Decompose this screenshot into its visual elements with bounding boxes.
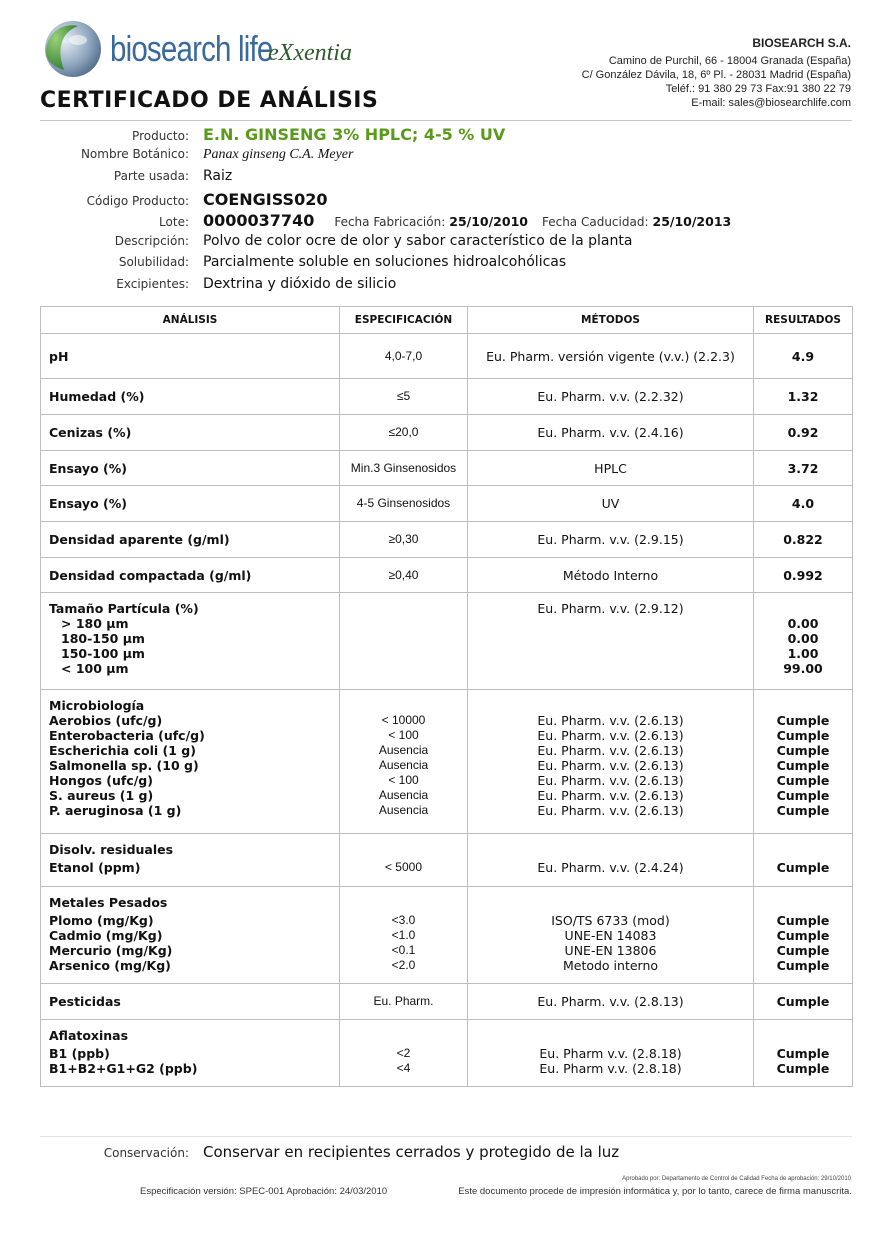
result: 0.822 xyxy=(754,522,853,558)
footer-divider xyxy=(40,1136,852,1137)
method: Eu. Pharm. v.v. (2.6.13) xyxy=(537,788,684,803)
method: Eu. Pharm. v.v. (2.6.13) xyxy=(537,743,684,758)
method: Eu. Pharm. v.v. (2.4.24) xyxy=(537,860,684,875)
method: Eu. Pharm. v.v. (2.6.13) xyxy=(537,728,684,743)
analysis-group xyxy=(41,887,340,984)
analysis-name: Densidad compactada (g/ml) xyxy=(41,558,340,593)
method-group xyxy=(468,1020,754,1087)
result: 0.00 xyxy=(787,616,819,631)
sub-item-label: Aerobios (ufc/g) xyxy=(49,713,163,728)
specification: <1.0 xyxy=(391,928,416,942)
header-divider xyxy=(40,120,852,121)
specification: Ausencia xyxy=(378,743,429,757)
result-group xyxy=(754,690,853,834)
method: UNE-EN 13806 xyxy=(564,943,657,958)
result: 4.0 xyxy=(754,486,853,522)
company-address-block xyxy=(582,36,851,110)
specification: ≤20,0 xyxy=(340,415,468,451)
method: Método Interno xyxy=(468,558,754,593)
info-label: Código Producto: xyxy=(86,193,189,208)
analysis-group xyxy=(41,834,340,887)
lot-number: 0000037740 xyxy=(203,211,315,230)
result: Cumple xyxy=(754,984,853,1020)
group-heading: Aflatoxinas xyxy=(49,1028,129,1043)
specification: ≥0,40 xyxy=(340,558,468,593)
group-heading: Tamaño Partícula (%) xyxy=(49,601,199,616)
method: HPLC xyxy=(468,451,754,486)
sub-item-label: Cadmio (mg/Kg) xyxy=(49,928,163,943)
specification: ≥0,30 xyxy=(340,522,468,558)
sub-item-label: Etanol (ppm) xyxy=(49,860,141,875)
sub-item-label: P. aeruginosa (1 g) xyxy=(49,803,182,818)
table-header-row xyxy=(41,307,853,334)
disclaimer: Este documento procede de impresión informática y, por lo tanto, carece de firma manuscrita. xyxy=(458,1186,852,1197)
group-heading: Disolv. residuales xyxy=(49,842,174,857)
method: Eu. Pharm. v.v. (2.9.15) xyxy=(468,522,754,558)
method: Eu. Pharm. v.v. (2.9.12) xyxy=(468,593,754,690)
result: Cumple xyxy=(776,860,830,875)
table-row xyxy=(41,984,853,1020)
result: Cumple xyxy=(776,1046,830,1061)
analysis-table xyxy=(40,306,853,1087)
table-row-heavy-metals xyxy=(41,887,853,984)
table-row xyxy=(41,558,853,593)
specification: Ausencia xyxy=(378,758,429,772)
result: 4.9 xyxy=(754,334,853,379)
column-header: ANÁLISIS xyxy=(41,307,340,334)
result: Cumple xyxy=(776,758,830,773)
info-label: Lote: xyxy=(159,215,189,229)
info-row-solubilidad xyxy=(40,254,852,276)
result: Cumple xyxy=(776,803,830,818)
result: Cumple xyxy=(776,913,830,928)
specification-group xyxy=(340,887,468,984)
address-line: C/ González Dávila, 18, 6º Pl. - 28031 Madrid (España) xyxy=(581,69,851,81)
table-row xyxy=(41,379,853,415)
result: Cumple xyxy=(776,743,830,758)
sub-item-label: Plomo (mg/Kg) xyxy=(49,913,154,928)
sub-item-label: B1+B2+G1+G2 (ppb) xyxy=(49,1061,198,1076)
sub-item-label: Mercurio (mg/Kg) xyxy=(49,943,173,958)
method: Eu. Pharm. v.v. (2.6.13) xyxy=(537,713,684,728)
table-row-residual-solvents xyxy=(41,834,853,887)
info-label: Parte usada: xyxy=(113,169,189,183)
info-row-parte xyxy=(40,168,852,190)
specification: <2.0 xyxy=(391,958,416,972)
column-header: MÉTODOS xyxy=(468,307,754,334)
analysis-name: Cenizas (%) xyxy=(41,415,340,451)
sub-item-label: S. aureus (1 g) xyxy=(49,788,154,803)
method: Eu. Pharm. v.v. (2.6.13) xyxy=(537,803,684,818)
result: Cumple xyxy=(776,788,830,803)
result: 0.992 xyxy=(754,558,853,593)
fab-date-label: Fecha Fabricación: xyxy=(334,215,446,229)
sub-item-label: Enterobacteria (ufc/g) xyxy=(49,728,205,743)
result: Cumple xyxy=(776,943,830,958)
info-label: Solubilidad: xyxy=(118,255,189,269)
part-used: Raiz xyxy=(203,168,233,184)
specification: Eu. Pharm. xyxy=(340,984,468,1020)
logo-secondary-text: eXxentia xyxy=(268,40,352,66)
method: Eu. Pharm v.v. (2.8.18) xyxy=(539,1046,682,1061)
result: 0.00 xyxy=(787,631,819,646)
sub-item-label: 150-100 µm xyxy=(61,646,145,661)
specification: 4,0-7,0 xyxy=(340,334,468,379)
analysis-group xyxy=(41,1020,340,1087)
result: Cumple xyxy=(776,1061,830,1076)
phone-line: Teléf.: 91 380 29 73 Fax:91 380 22 79 xyxy=(665,83,851,95)
logo-text: biosearch life xyxy=(110,28,273,69)
footnote xyxy=(140,1186,852,1197)
sub-item-label: Salmonella sp. (10 g) xyxy=(49,758,199,773)
description: Polvo de color ocre de olor y sabor característico de la planta xyxy=(203,232,633,249)
result: 99.00 xyxy=(783,661,823,676)
method: Eu. Pharm. v.v. (2.4.16) xyxy=(468,415,754,451)
approval-note: Aprobado por: Departamento de Control de Calidad Fecha de aprobación: 29/10/2010 xyxy=(622,1176,851,1182)
info-row-botanico xyxy=(40,147,852,169)
conservation-row xyxy=(40,1143,852,1161)
info-label: Nombre Botánico: xyxy=(80,146,189,161)
table-row-microbiology xyxy=(41,690,853,834)
group-heading: Metales Pesados xyxy=(49,895,168,910)
column-header: ESPECIFICACIÓN xyxy=(340,307,468,334)
result-group xyxy=(754,834,853,887)
specification-group xyxy=(340,1020,468,1087)
info-row-lote xyxy=(40,211,852,233)
conservation-value: Conservar en recipientes cerrados y protegido de la luz xyxy=(203,1143,620,1161)
specification: Ausencia xyxy=(378,788,429,802)
specification-group xyxy=(340,690,468,834)
info-label: Producto: xyxy=(132,129,189,143)
specification: <3.0 xyxy=(391,913,416,927)
product-name: E.N. GINSENG 3% HPLC; 4-5 % UV xyxy=(203,125,506,144)
method: Eu. Pharm. v.v. (2.8.13) xyxy=(468,984,754,1020)
table-row xyxy=(41,451,853,486)
result: 3.72 xyxy=(754,451,853,486)
result-group xyxy=(754,593,853,690)
analysis-group xyxy=(41,690,340,834)
info-row-descripcion xyxy=(40,233,852,255)
table-row xyxy=(41,334,853,379)
method: Metodo interno xyxy=(562,958,659,973)
excipients: Dextrina y dióxido de silicio xyxy=(203,275,397,292)
specification: <2 xyxy=(396,1046,411,1060)
result-group xyxy=(754,887,853,984)
specification-group xyxy=(340,834,468,887)
result: Cumple xyxy=(776,928,830,943)
specification: < 10000 xyxy=(381,713,426,727)
specification: 4-5 Ginsenosidos xyxy=(340,486,468,522)
table-row-aflatoxins xyxy=(41,1020,853,1087)
method: UNE-EN 14083 xyxy=(564,928,657,943)
specification: < 100 xyxy=(388,773,419,787)
table-row-particle-size xyxy=(41,593,853,690)
company-logo xyxy=(40,18,350,84)
logo-globe-icon xyxy=(40,18,102,80)
result: Cumple xyxy=(776,713,830,728)
botanical-name: Panax ginseng C.A. Meyer xyxy=(203,146,354,162)
specification xyxy=(340,593,468,690)
info-row-excipientes xyxy=(40,276,852,298)
info-row-codigo xyxy=(40,190,852,212)
address-line: Camino de Purchil, 66 - 18004 Granada (España) xyxy=(608,55,851,67)
specification: < 100 xyxy=(388,728,419,742)
sub-item-label: Arsenico (mg/Kg) xyxy=(49,958,171,973)
company-name: BIOSEARCH S.A. xyxy=(752,36,851,50)
info-label: Descripción: xyxy=(114,233,189,248)
info-row-producto xyxy=(40,125,852,147)
specification: Ausencia xyxy=(378,803,429,817)
method: Eu. Pharm. versión vigente (v.v.) (2.2.3) xyxy=(468,334,754,379)
specification: ≤5 xyxy=(340,379,468,415)
analysis-name: Humedad (%) xyxy=(41,379,340,415)
method-group xyxy=(468,834,754,887)
sub-item-label: Escherichia coli (1 g) xyxy=(49,743,196,758)
info-label: Excipientes: xyxy=(116,276,189,291)
table-row xyxy=(41,522,853,558)
method-group xyxy=(468,690,754,834)
exp-date: 25/10/2013 xyxy=(652,214,732,229)
sub-item-label: > 180 µm xyxy=(61,616,129,631)
exp-date-label: Fecha Caducidad: xyxy=(541,215,649,229)
analysis-name: Pesticidas xyxy=(41,984,340,1020)
solubility: Parcialmente soluble en soluciones hidroalcohólicas xyxy=(203,254,567,270)
sub-item-label: < 100 µm xyxy=(61,661,129,676)
sub-item-label: B1 (ppb) xyxy=(49,1046,110,1061)
specification: <4 xyxy=(396,1061,411,1075)
email-line: E-mail: sales@biosearchlife.com xyxy=(691,97,851,109)
method: Eu. Pharm. v.v. (2.6.13) xyxy=(537,758,684,773)
method: Eu. Pharm v.v. (2.8.18) xyxy=(539,1061,682,1076)
result: 1.00 xyxy=(787,646,819,661)
fab-date: 25/10/2010 xyxy=(449,214,528,229)
result: Cumple xyxy=(776,728,830,743)
result: 0.92 xyxy=(754,415,853,451)
result: Cumple xyxy=(776,773,830,788)
conservation-label: Conservación: xyxy=(103,1146,189,1160)
result-group xyxy=(754,1020,853,1087)
specification: Min.3 Ginsenosidos xyxy=(340,451,468,486)
column-header: RESULTADOS xyxy=(754,307,853,334)
analysis-name: Ensayo (%) xyxy=(41,451,340,486)
method: Eu. Pharm. v.v. (2.2.32) xyxy=(468,379,754,415)
analysis-group xyxy=(41,593,340,690)
specification: <0.1 xyxy=(391,943,416,957)
result: Cumple xyxy=(776,958,830,973)
method: UV xyxy=(468,486,754,522)
group-heading: Microbiología xyxy=(49,698,145,713)
specification: < 5000 xyxy=(384,860,423,874)
analysis-name: Densidad aparente (g/ml) xyxy=(41,522,340,558)
sub-item-label: 180-150 µm xyxy=(61,631,145,646)
product-code: COENGISS020 xyxy=(203,189,328,209)
spec-version: Especificación versión: SPEC-001 Aprobación: 24/03/2010 xyxy=(140,1186,388,1197)
method: Eu. Pharm. v.v. (2.6.13) xyxy=(537,773,684,788)
table-row xyxy=(41,486,853,522)
sub-item-label: Hongos (ufc/g) xyxy=(49,773,153,788)
method-group xyxy=(468,887,754,984)
analysis-name: Ensayo (%) xyxy=(41,486,340,522)
result: 1.32 xyxy=(754,379,853,415)
page-title: CERTIFICADO DE ANÁLISIS xyxy=(40,88,379,113)
analysis-name: pH xyxy=(41,334,340,379)
product-info xyxy=(40,125,852,297)
table-row xyxy=(41,415,853,451)
method: ISO/TS 6733 (mod) xyxy=(551,913,670,928)
